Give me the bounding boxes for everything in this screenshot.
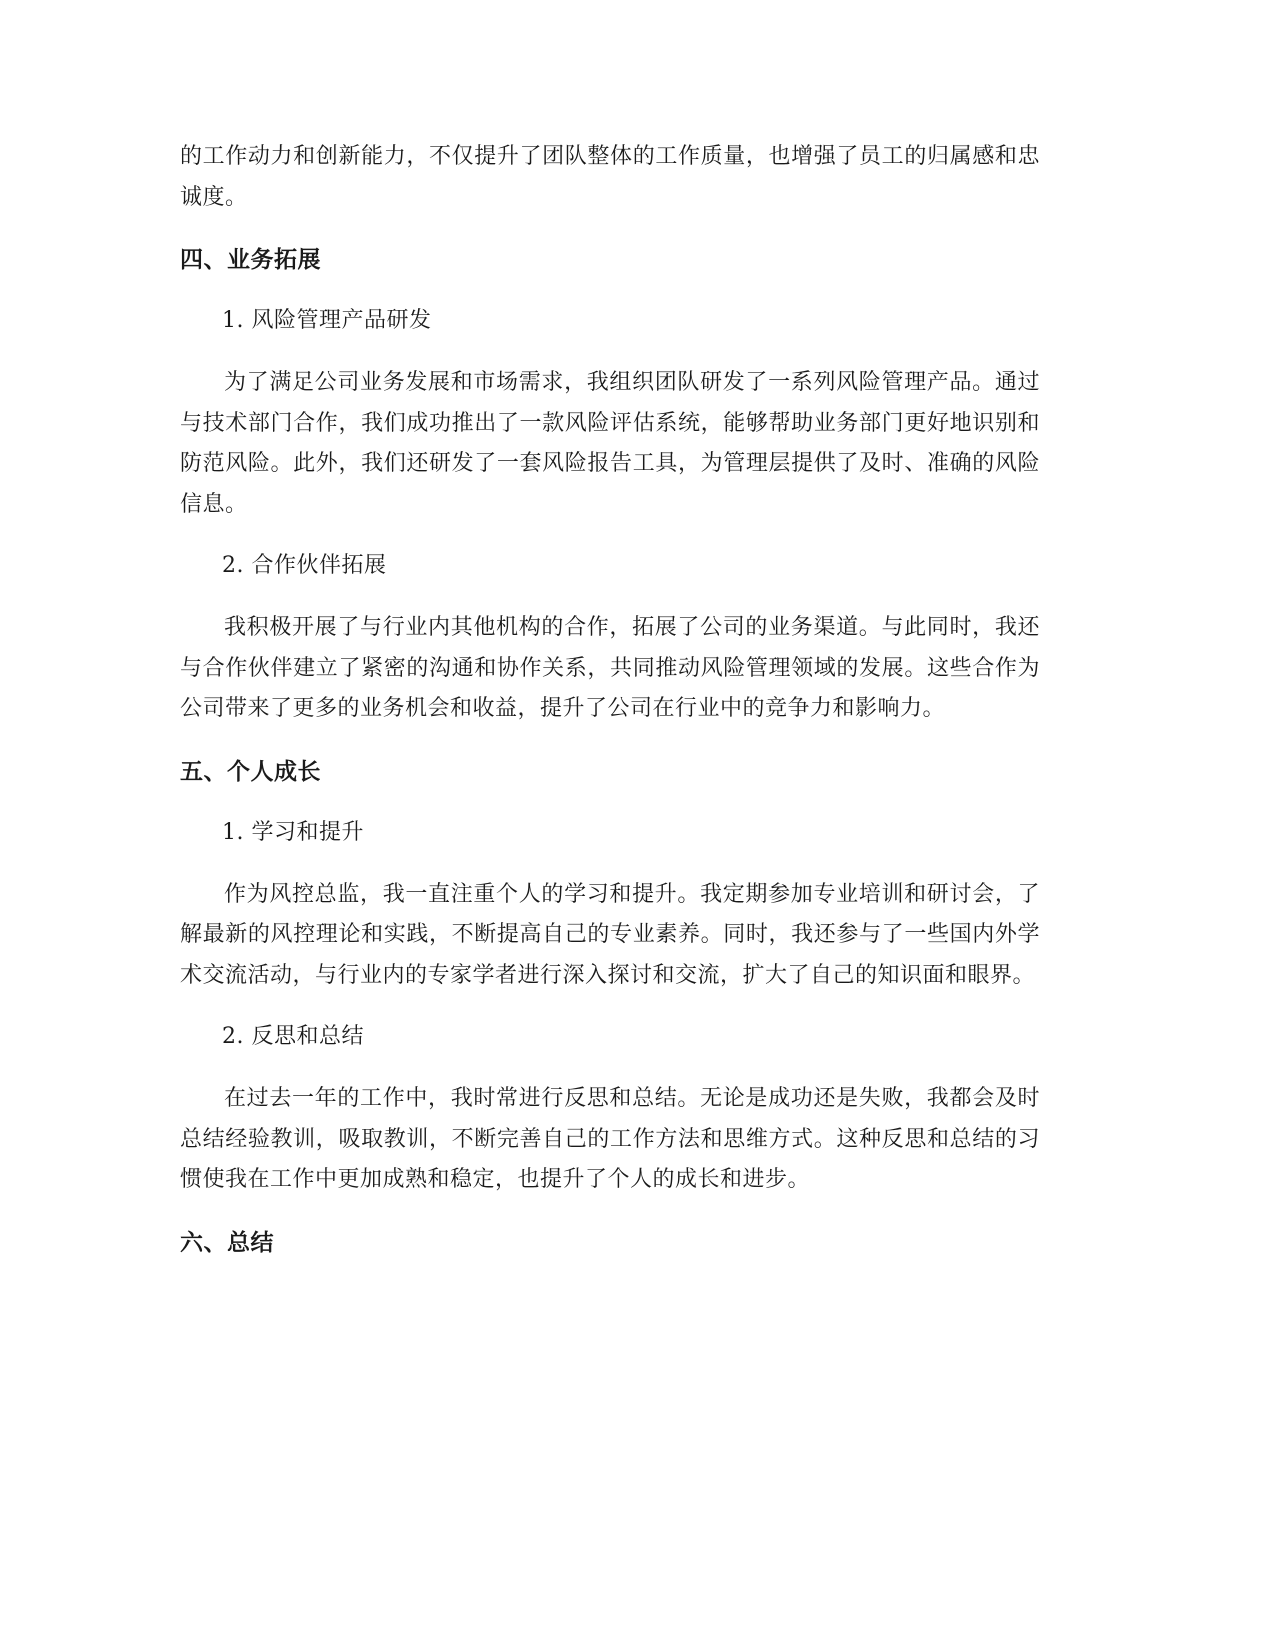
section-5-paragraph-2: 在过去一年的工作中，我时常进行反思和总结。无论是成功还是失败，我都会及时总结经验教训，吸取教训，不断完善自己的工作方法和思维方式。这种反思和总结的习惯使我在工作中更加成熟和稳定，也提升了个人的成长和进步。 xyxy=(180,1086,1040,1192)
document-page xyxy=(180,137,1040,1263)
section-4-heading: 四、业务拓展 xyxy=(180,247,321,273)
section-6-heading: 六、总结 xyxy=(180,1229,274,1256)
section-5-subheading-2: 2. 反思和总结 xyxy=(222,1024,364,1049)
section-4-subheading-1: 1. 风险管理产品研发 xyxy=(222,308,432,333)
section-4-paragraph-2: 我积极开展了与行业内其他机构的合作，拓展了公司的业务渠道。与此同时，我还与合作伙伴建立了紧密的沟通和协作关系，共同推动风险管理领域的发展。这些合作为公司带来了更多的业务机会和收益，提升了公司在行业中的竞争力和影响力。 xyxy=(180,615,1040,721)
section-5-subheading-1: 1. 学习和提升 xyxy=(222,819,364,845)
section-4-subheading-2: 2. 合作伙伴拓展 xyxy=(222,553,387,578)
intro-paragraph: 的工作动力和创新能力，不仅提升了团队整体的工作质量，也增强了员工的归属感和忠诚度。 xyxy=(180,144,1040,210)
section-5-heading: 五、个人成长 xyxy=(180,758,321,785)
section-5-paragraph-1: 作为风控总监，我一直注重个人的学习和提升。我定期参加专业培训和研讨会，了解最新的风控理论和实践，不断提高自己的专业素养。同时，我还参与了一些国内外学术交流活动，与行业内的专家学者进行深入探讨和交流，扩大了自己的知识面和眼界。 xyxy=(180,881,1040,988)
section-4-paragraph-1: 为了满足公司业务发展和市场需求，我组织团队研发了一系列风险管理产品。通过与技术部门合作，我们成功推出了一款风险评估系统，能够帮助业务部门更好地识别和防范风险。此外，我们还研发了一套风险报告工具，为管理层提供了及时、准确的风险信息。 xyxy=(180,370,1040,517)
